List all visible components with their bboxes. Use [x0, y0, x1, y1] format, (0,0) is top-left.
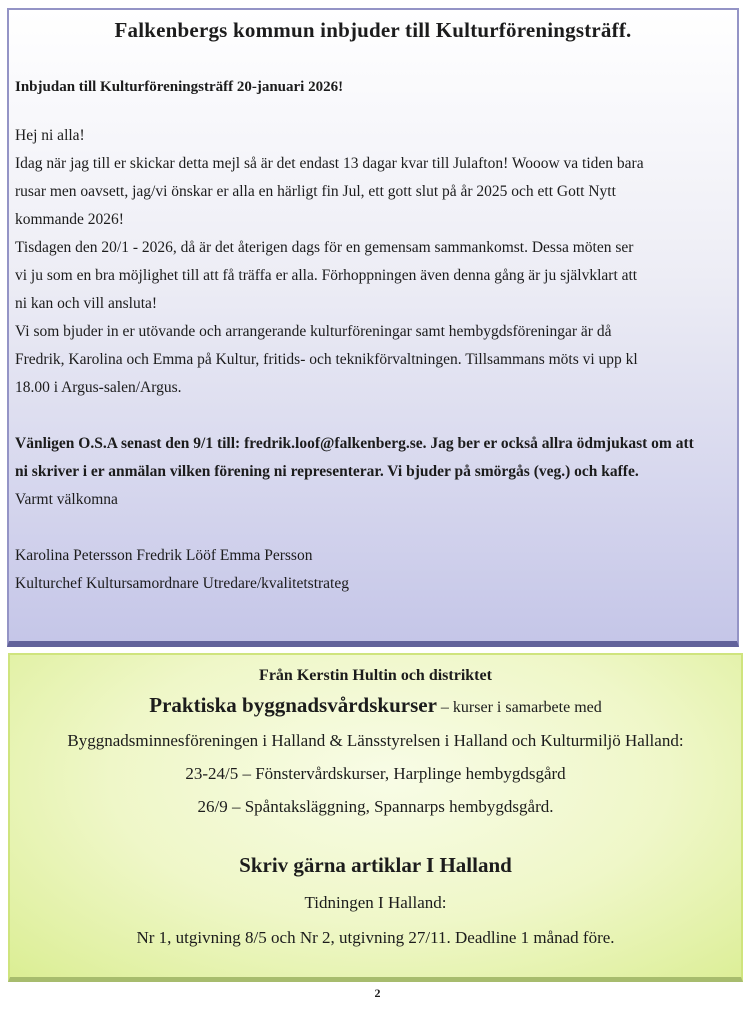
body-line: 18.00 i Argus-salen/Argus. [15, 379, 182, 396]
invitation-title: Falkenbergs kommun inbjuder till Kulturföreningsträff. [114, 18, 632, 42]
body-line: kommande 2026! [15, 211, 124, 228]
rsvp-line: Vänligen O.S.A senast den 9/1 till: fredrik.loof@falkenberg.se. Jag ber er också allra ödmjukast om att [15, 435, 694, 452]
body-line: Varmt välkomna [15, 491, 118, 508]
blank-line [9, 514, 737, 542]
signature-names: Karolina Petersson Fredrik Lööf Emma Persson [15, 547, 313, 564]
blank-line [9, 402, 737, 430]
course-title-line [10, 693, 741, 718]
course-partners: Byggnadsminnesföreningen i Halland & Länsstyrelsen i Halland och Kulturmiljö Halland: [67, 731, 684, 750]
article-heading: Skriv gärna artiklar I Halland [239, 853, 512, 877]
rsvp-line: ni skriver i er anmälan vilken förening ni representerar. Vi bjuder på smörgås (veg.) och kaffe. [15, 463, 639, 480]
body-line: ni kan och vill ansluta! [15, 295, 158, 312]
body-line: Fredrik, Karolina och Emma på Kultur, fritids- och teknikförvaltningen. Tillsammans möts vi upp kl [15, 351, 638, 368]
course-date-2: 26/9 – Spåntaksläggning, Spannarps hembygdsgård. [197, 797, 554, 816]
district-heading: Från Kerstin Hultin och distriktet [259, 667, 492, 684]
course-date-1: 23-24/5 – Fönstervårdskurser, Harplinge hembygdsgård [185, 764, 566, 783]
page-number: 2 [374, 986, 381, 1000]
course-subtitle: – kurser i samarbete med [436, 699, 602, 716]
body-line: Hej ni alla! [15, 127, 85, 144]
body-line: vi ju som en bra möjlighet till att få träffa er alla. Förhoppningen även denna gång är ju självklart att [15, 267, 638, 284]
signature-titles: Kulturchef Kultursamordnare Utredare/kvalitetstrateg [15, 575, 349, 592]
body-line: Vi som bjuder in er utövande och arrangerande kulturföreningar samt hembygdsföreningar är då [15, 323, 612, 340]
invitation-subject: Inbjudan till Kulturföreningsträff 20-januari 2026! [15, 79, 344, 95]
body-line: Idag när jag till er skickar detta mejl så är det endast 13 dagar kvar till Julafton! Wooow va tiden bara [15, 155, 644, 172]
district-panel [8, 653, 743, 982]
magazine-name: Tidningen I Halland: [304, 893, 447, 912]
magazine-schedule: Nr 1, utgivning 8/5 och Nr 2, utgivning 27/11. Deadline 1 månad före. [136, 928, 615, 947]
body-line: rusar men oavsett, jag/vi önskar er alla en härligt fin Jul, ett gott slut på år 2025 och ett Gott Nytt [15, 183, 616, 200]
invitation-body [9, 122, 737, 598]
body-line: Tisdagen den 20/1 - 2026, då är det återigen dags för en gemensam sammankomst. Dessa möten ser [15, 239, 634, 256]
invitation-panel [7, 8, 739, 647]
course-title: Praktiska byggnadsvårdskurser [149, 693, 437, 717]
